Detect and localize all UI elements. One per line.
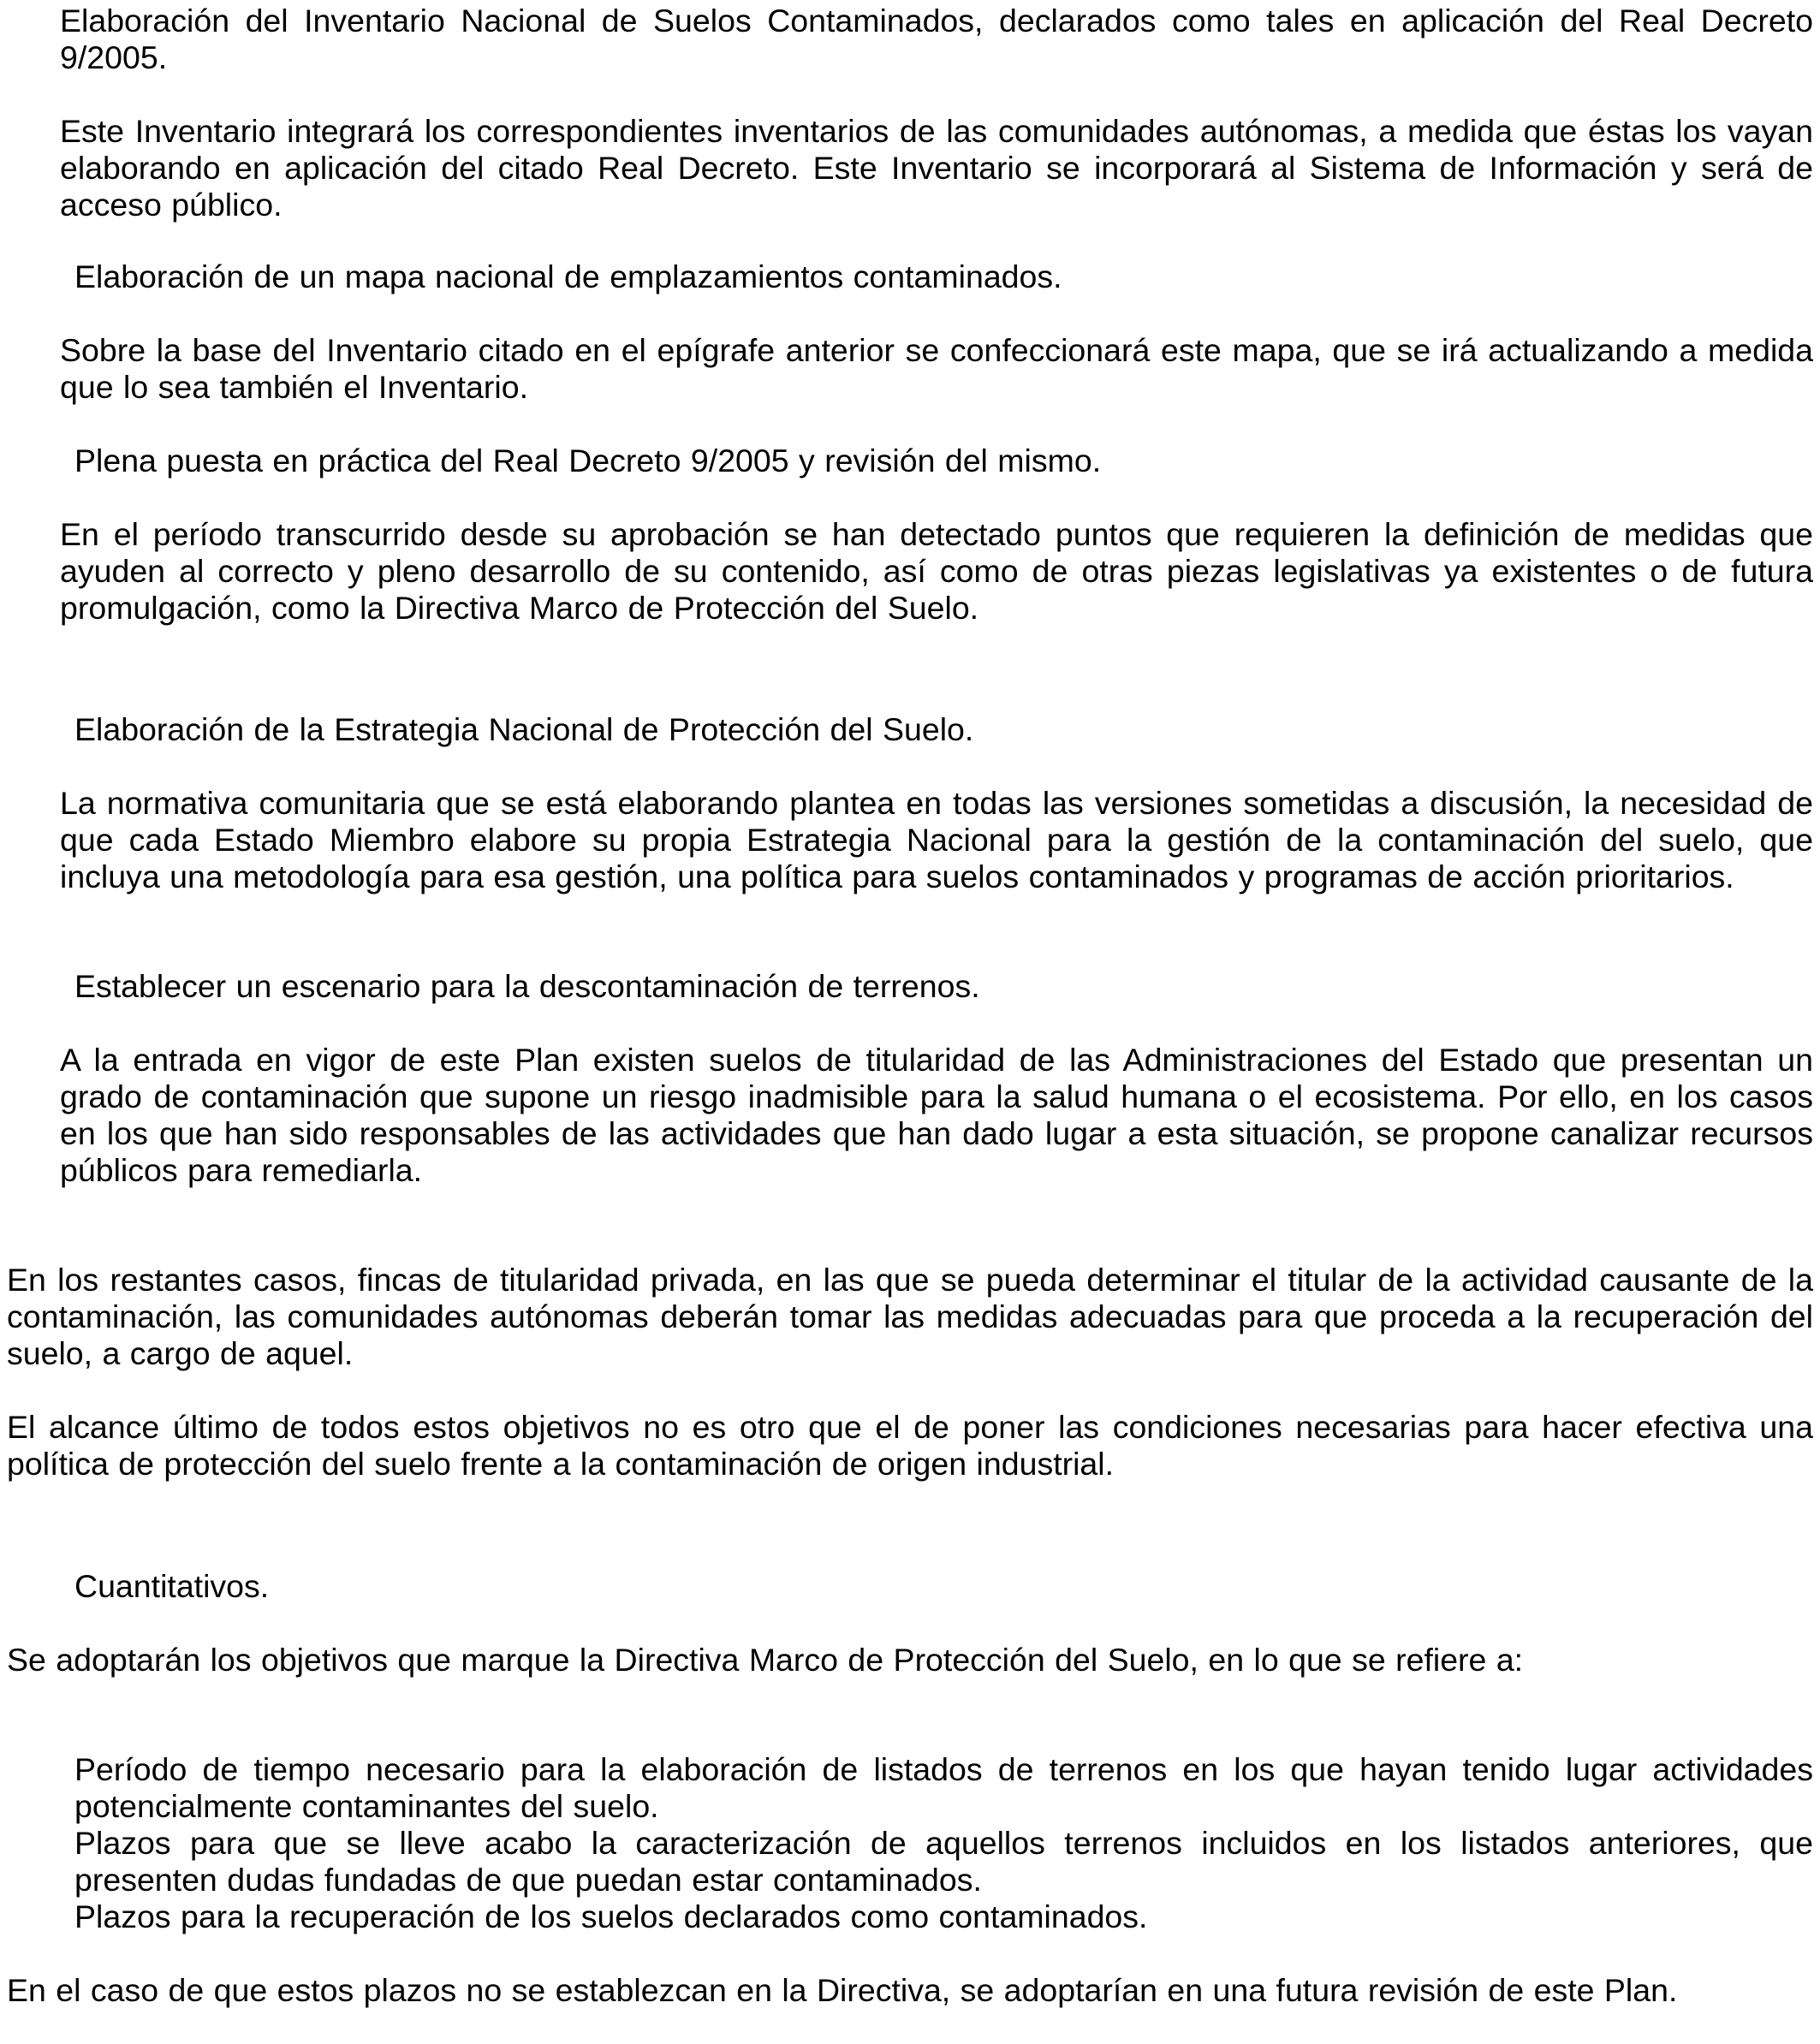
paragraph-restantes-casos: En los restantes casos, fincas de titularidad privada, en las que se pueda determinar el titular de la actividad causante de la contaminación, las comunidades autónomas deberán tomar las medidas adecuadas para que proceda a la recuperación del suelo, a cargo de aquel. (7, 1262, 1813, 1371)
paragraph-alcance-ultimo: El alcance último de todos estos objetivos no es otro que el de poner las condiciones necesarias para hacer efectiva una política de protección del suelo frente a la contaminación de origen industrial. (7, 1409, 1813, 1482)
heading-mapa-nacional: Elaboración de un mapa nacional de emplazamientos contaminados. (74, 258, 1062, 294)
heading-cuantitativos: Cuantitativos. (74, 1568, 270, 1604)
heading-estrategia-nacional: Elaboración de la Estrategia Nacional de Protección del Suelo. (74, 711, 974, 747)
paragraph-inventario-nacional: Elaboración del Inventario Nacional de Suelos Contaminados, declarados como tales en aplicación del Real Decreto 9/2005. (60, 3, 1813, 75)
list-item-periodo-de-tiempo: Período de tiempo necesario para la elaboración de listados de terrenos en los que hayan tenido lugar actividades potencialmente contaminantes del suelo. (74, 1751, 1813, 1824)
paragraph-en-el-caso: En el caso de que estos plazos no se establezcan en la Directiva, se adoptarían en una futura revisión de este Plan. (7, 1972, 1678, 2008)
heading-real-decreto: Plena puesta en práctica del Real Decreto 9/2005 y revisión del mismo. (74, 443, 1102, 478)
paragraph-normativa-comunitaria: La normativa comunitaria que se está elaborando plantea en todas las versiones sometidas a discusión, la necesidad de que cada Estado Miembro elabore su propia Estrategia Nacional para la gestión de la contaminación del suelo, que incluya una metodología para esa gestión, una política para suelos contaminados y programas de acción prioritarios. (60, 785, 1813, 894)
list-item-plazos-caracterizacion: Plazos para que se lleve acabo la caracterización de aquellos terrenos incluidos en los listados anteriores, que presenten dudas fundadas de que puedan estar contaminados. (74, 1825, 1813, 1898)
paragraph-sobre-la-base: Sobre la base del Inventario citado en el epígrafe anterior se confeccionará este mapa, que se irá actualizando a medida que lo sea también el Inventario. (60, 332, 1813, 405)
heading-escenario-descontaminacion: Establecer un escenario para la descontaminación de terrenos. (74, 968, 980, 1004)
list-item-plazos-recuperacion: Plazos para la recuperación de los suelos declarados como contaminados. (74, 1898, 1148, 1934)
paragraph-se-adoptaran: Se adoptarán los objetivos que marque la Directiva Marco de Protección del Suelo, en lo que se refiere a: (7, 1642, 1524, 1678)
paragraph-inventario-integrara: Este Inventario integrará los correspondientes inventarios de las comunidades autónomas, a medida que éstas los vayan elaborando en aplicación del citado Real Decreto. Este Inventario se incorporará al Sistema de Información y será de acceso público. (60, 113, 1813, 223)
paragraph-periodo-transcurrido: En el período transcurrido desde su aprobación se han detectado puntos que requieren la definición de medidas que ayuden al correcto y pleno desarrollo de su contenido, así como de otras piezas legislativas ya existentes o de futura promulgación, como la Directiva Marco de Protección del Suelo. (60, 516, 1813, 626)
paragraph-entrada-en-vigor: A la entrada en vigor de este Plan existen suelos de titularidad de las Administraciones del Estado que presentan un grado de contaminación que supone un riesgo inadmisible para la salud humana o el ecosistema. Por ello, en los casos en los que han sido responsables de las actividades que han dado lugar a esta situación, se propone canalizar recursos públicos para remediarla. (60, 1042, 1813, 1188)
